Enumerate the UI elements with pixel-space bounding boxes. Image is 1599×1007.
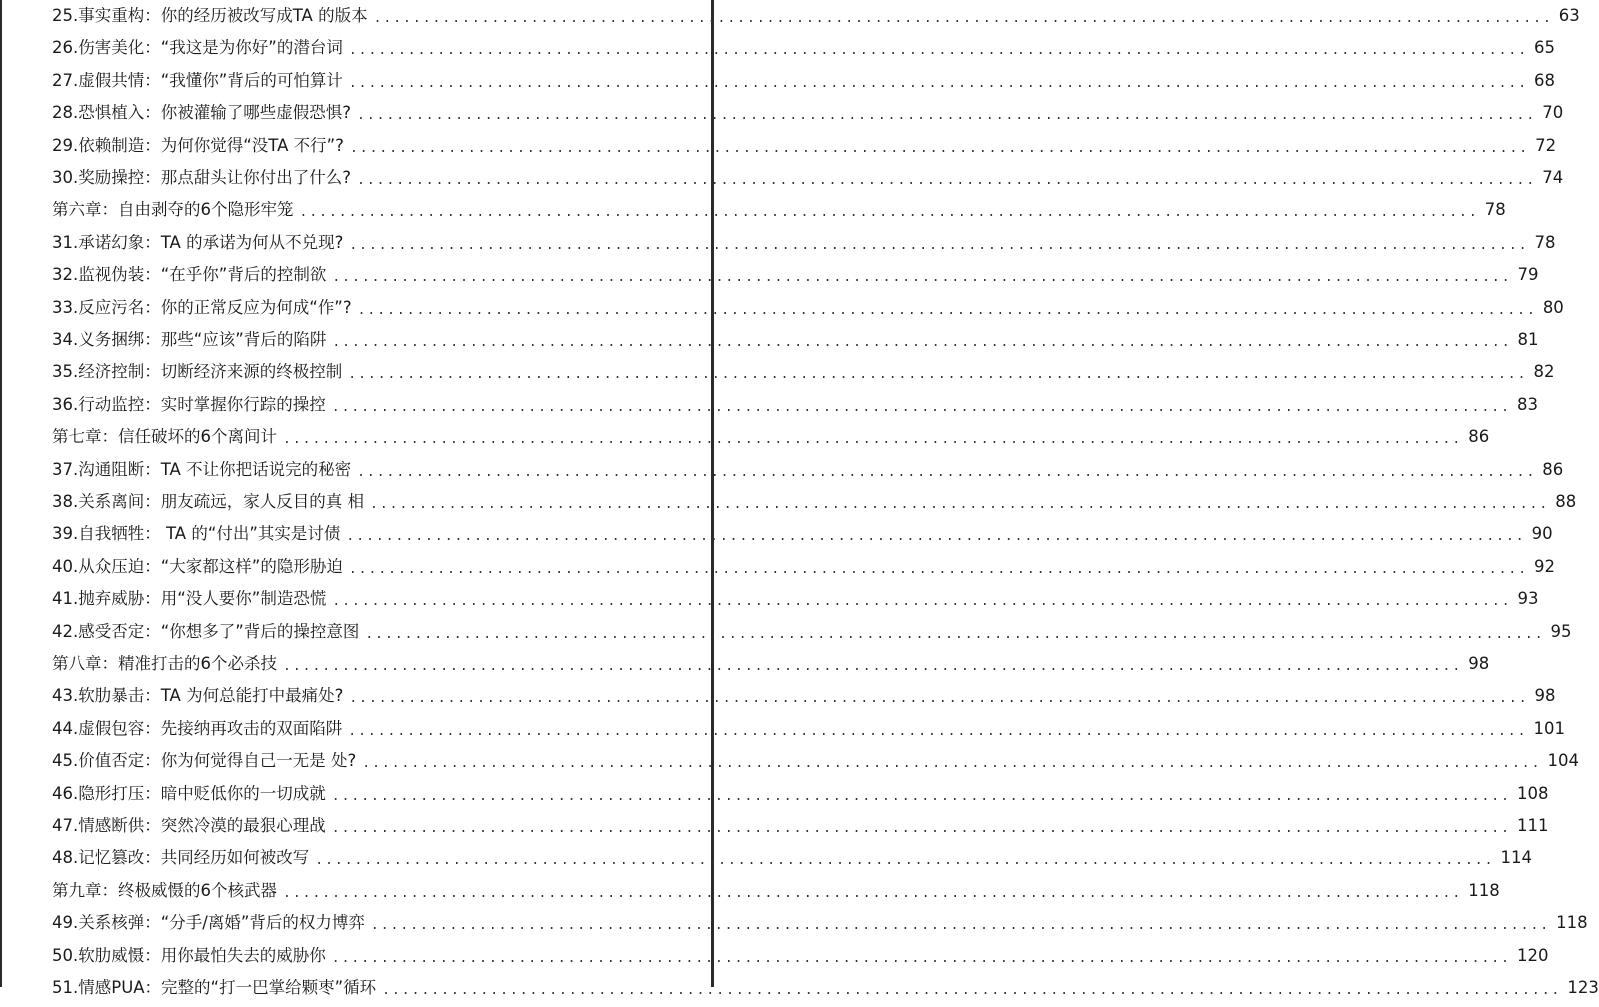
toc-dot-leader: ........................................................................................................................ — [331, 821, 1511, 836]
toc-entry-title: 47.情感断供：突然冷漠的最狠心理战 — [52, 816, 326, 835]
toc-entry-title: 32.监视伪装：“在乎你”背后的控制欲 — [52, 265, 327, 285]
toc-dot-leader: ........................................................................................................................ — [349, 237, 1529, 253]
toc-page-number: 83 — [1516, 394, 1538, 414]
toc-entry[interactable] — [52, 227, 1556, 259]
toc-entry-title: 28.恐惧植入：你被灌输了哪些虚假恐惧? — [52, 103, 351, 123]
toc-page-number: 72 — [1535, 135, 1557, 155]
toc-page-number: 118 — [1468, 880, 1500, 900]
toc-dot-leader: ........................................................................................................................ — [357, 302, 1537, 318]
toc-page-number: 93 — [1517, 589, 1539, 609]
toc-dot-leader: ........................................................................................................................ — [348, 723, 1528, 739]
toc-entry[interactable] — [52, 65, 1556, 97]
toc-dot-leader: ........................................................................................................................ — [332, 594, 1512, 610]
toc-entry-title: 第九章：终极威慑的6个核武器 — [52, 880, 277, 900]
toc-entry-title: 第六章：自由剥夺的6个隐形牢笼 — [52, 200, 294, 220]
toc-dot-leader: ........................................................................................................................ — [332, 270, 1512, 286]
toc-dot-leader: ........................................................................................................................ — [283, 659, 1463, 674]
toc-entry-title: 43.软肋暴击：TA 为何总能打中最痛处? — [52, 686, 344, 706]
toc-entry-title: 37.沟通阻断：TA 不让你把话说完的秘密 — [52, 459, 352, 479]
toc-dot-leader: ........................................................................................................................ — [299, 205, 1479, 221]
toc-entry[interactable] — [52, 454, 1564, 486]
toc-dot-leader: ........................................................................................................................ — [357, 173, 1537, 188]
toc-page-number: 101 — [1533, 718, 1565, 738]
toc-entry-title: 50.软肋威慑：用你最怕失去的威胁你 — [52, 945, 326, 965]
toc-entry[interactable] — [52, 259, 1539, 291]
toc-entry[interactable] — [52, 130, 1557, 162]
toc-entry-title: 27.虚假共情：“我懂你”背后的可怕算计 — [52, 70, 343, 90]
toc-dot-leader: ........................................................................................................................ — [332, 335, 1512, 350]
toc-page-number: 63 — [1558, 6, 1580, 25]
toc-entry-title: 38.关系离间：朋友疏远，家人反目的真 相 — [52, 492, 364, 511]
toc-entry-title: 29.依赖制造：为何你觉得“没TA 不行”? — [52, 135, 344, 155]
toc-page-number: 108 — [1516, 783, 1549, 803]
toc-dot-leader: ........................................................................................................................ — [331, 788, 1511, 804]
toc-entry-title: 42.感受否定：“你想多了”背后的操控意图 — [52, 621, 360, 641]
toc-page-number: 81 — [1517, 330, 1539, 349]
toc-entry[interactable] — [52, 875, 1500, 907]
toc-entry[interactable] — [52, 745, 1579, 777]
toc-entry[interactable] — [52, 940, 1549, 972]
toc-dot-leader: ........................................................................................................................ — [362, 756, 1542, 772]
toc-dot-leader: ........................................................................................................................ — [348, 561, 1529, 577]
toc-entry[interactable] — [52, 194, 1506, 226]
toc-page-number: 90 — [1531, 524, 1553, 544]
toc-entry[interactable] — [52, 778, 1549, 810]
toc-page-number: 70 — [1542, 103, 1564, 123]
toc-dot-leader: ........................................................................................................................ — [283, 885, 1463, 901]
toc-dot-leader: ........................................................................................................................ — [331, 950, 1511, 966]
toc-entry-title: 40.从众压迫：“大家都这样”的隐形胁迫 — [52, 556, 343, 576]
toc-dot-leader: ........................................................................................................................ — [315, 853, 1495, 869]
toc-page-number: 123 — [1567, 978, 1599, 997]
toc-entry[interactable] — [52, 551, 1556, 583]
toc-dot-leader: ........................................................................................................................ — [357, 108, 1537, 124]
toc-entry-title: 34.义务捆绑：那些“应该”背后的陷阱 — [52, 330, 327, 349]
toc-dot-leader: ........................................................................................................................ — [370, 497, 1550, 512]
toc-entry[interactable] — [52, 907, 1588, 939]
toc-entry[interactable] — [52, 97, 1564, 129]
toc-dot-leader: ........................................................................................................................ — [331, 399, 1511, 415]
toc-entry[interactable] — [52, 389, 1538, 421]
toc-entry[interactable] — [52, 486, 1577, 518]
toc-entry-title: 44.虚假包容：先接纳再攻击的双面陷阱 — [52, 718, 343, 738]
toc-entry[interactable] — [52, 648, 1490, 680]
toc-entry[interactable] — [52, 32, 1556, 64]
toc-entry[interactable] — [52, 518, 1553, 550]
toc-entry[interactable] — [52, 162, 1564, 194]
toc-dot-leader: ........................................................................................................................ — [382, 983, 1562, 998]
toc-entry-title: 25.事实重构：你的经历被改写成TA 的版本 — [52, 6, 368, 25]
toc-entry-title: 39.自我牺牲： TA 的“付出”其实是讨债 — [52, 524, 341, 544]
toc-entry-title: 49.关系核弹：“分手/离婚”背后的权力博弈 — [52, 913, 365, 933]
toc-page-number: 74 — [1542, 168, 1564, 187]
toc-entry-title: 33.反应污名：你的正常反应为何成“作”? — [52, 297, 352, 317]
toc-entry-title: 31.承诺幻象：TA 的承诺为何从不兑现? — [52, 232, 344, 252]
toc-page-number: 68 — [1534, 70, 1556, 90]
toc-page-number: 82 — [1533, 362, 1555, 382]
toc-page-number: 111 — [1516, 816, 1549, 835]
toc-entry[interactable] — [52, 421, 1490, 453]
toc-page-number: 118 — [1556, 913, 1588, 933]
toc-page-number: 114 — [1500, 848, 1532, 868]
toc-entry-title: 30.奖励操控：那点甜头让你付出了什么? — [52, 168, 351, 187]
toc-page-number: 79 — [1517, 265, 1539, 285]
toc-dot-leader: ........................................................................................................................ — [373, 11, 1553, 26]
toc-entry[interactable] — [52, 810, 1549, 842]
toc-entry-title: 35.经济控制：切断经济来源的终极控制 — [52, 362, 343, 382]
toc-entry[interactable] — [52, 356, 1555, 388]
toc-entry[interactable] — [52, 713, 1565, 745]
toc-dot-leader: ........................................................................................................................ — [370, 918, 1551, 934]
toc-entry[interactable] — [52, 680, 1556, 712]
toc-page-number: 80 — [1542, 297, 1564, 317]
toc-dot-leader: ........................................................................................................................ — [348, 75, 1529, 91]
toc-page-number: 98 — [1534, 686, 1556, 706]
toc-entry-title: 46.隐形打压：暗中贬低你的一切成就 — [52, 783, 326, 803]
toc-entry-title: 45.价值否定：你为何觉得自己一无是 处? — [52, 751, 357, 771]
toc-entry-title: 26.伤害美化：“我这是为你好”的潜台词 — [52, 38, 343, 58]
toc-dot-leader: ........................................................................................................................ — [349, 691, 1529, 707]
toc-entry-title: 第七章：信任破坏的6个离间计 — [52, 427, 277, 447]
toc-dot-leader: ........................................................................................................................ — [349, 140, 1530, 156]
toc-entry[interactable] — [52, 292, 1564, 324]
toc-entry-title: 41.抛弃威胁：用“没人要你”制造恐慌 — [52, 589, 327, 609]
toc-page-number: 86 — [1468, 427, 1490, 447]
toc-dot-leader: ........................................................................................................................ — [348, 367, 1528, 383]
toc-dot-leader: ........................................................................................................................ — [283, 432, 1463, 448]
toc-page-number: 98 — [1468, 654, 1490, 673]
toc-page-number: 95 — [1550, 621, 1572, 641]
toc-page-number: 120 — [1516, 945, 1549, 965]
toc-page-number: 78 — [1534, 232, 1556, 252]
toc-dot-leader: ........................................................................................................................ — [357, 464, 1537, 480]
toc-page-number: 88 — [1555, 492, 1577, 511]
toc-page-number: 104 — [1547, 751, 1579, 771]
toc-entry-title: 第八章：精准打击的6个必杀技 — [52, 654, 277, 673]
toc-entry[interactable] — [52, 842, 1532, 874]
toc-entry[interactable] — [52, 583, 1539, 615]
toc-dot-leader: ........................................................................................................................ — [365, 626, 1545, 642]
toc-entry[interactable] — [52, 972, 1599, 1004]
toc-dot-leader: ........................................................................................................................ — [348, 43, 1529, 59]
toc-page-number: 65 — [1534, 38, 1556, 58]
toc-page-number: 78 — [1484, 200, 1506, 220]
toc-entry[interactable] — [52, 324, 1539, 356]
toc-dot-leader: ........................................................................................................................ — [346, 529, 1526, 545]
toc-entry[interactable] — [52, 0, 1580, 32]
toc-entry[interactable] — [52, 616, 1572, 648]
toc-page-number: 86 — [1542, 459, 1564, 479]
toc-entry-title: 36.行动监控：实时掌握你行踪的操控 — [52, 394, 326, 414]
toc-page-number: 92 — [1534, 556, 1556, 576]
toc-entry-title: 48.记忆篡改：共同经历如何被改写 — [52, 848, 310, 868]
toc-entry-title: 51.情感PUA：完整的“打一巴掌给颗枣”循环 — [52, 978, 377, 997]
